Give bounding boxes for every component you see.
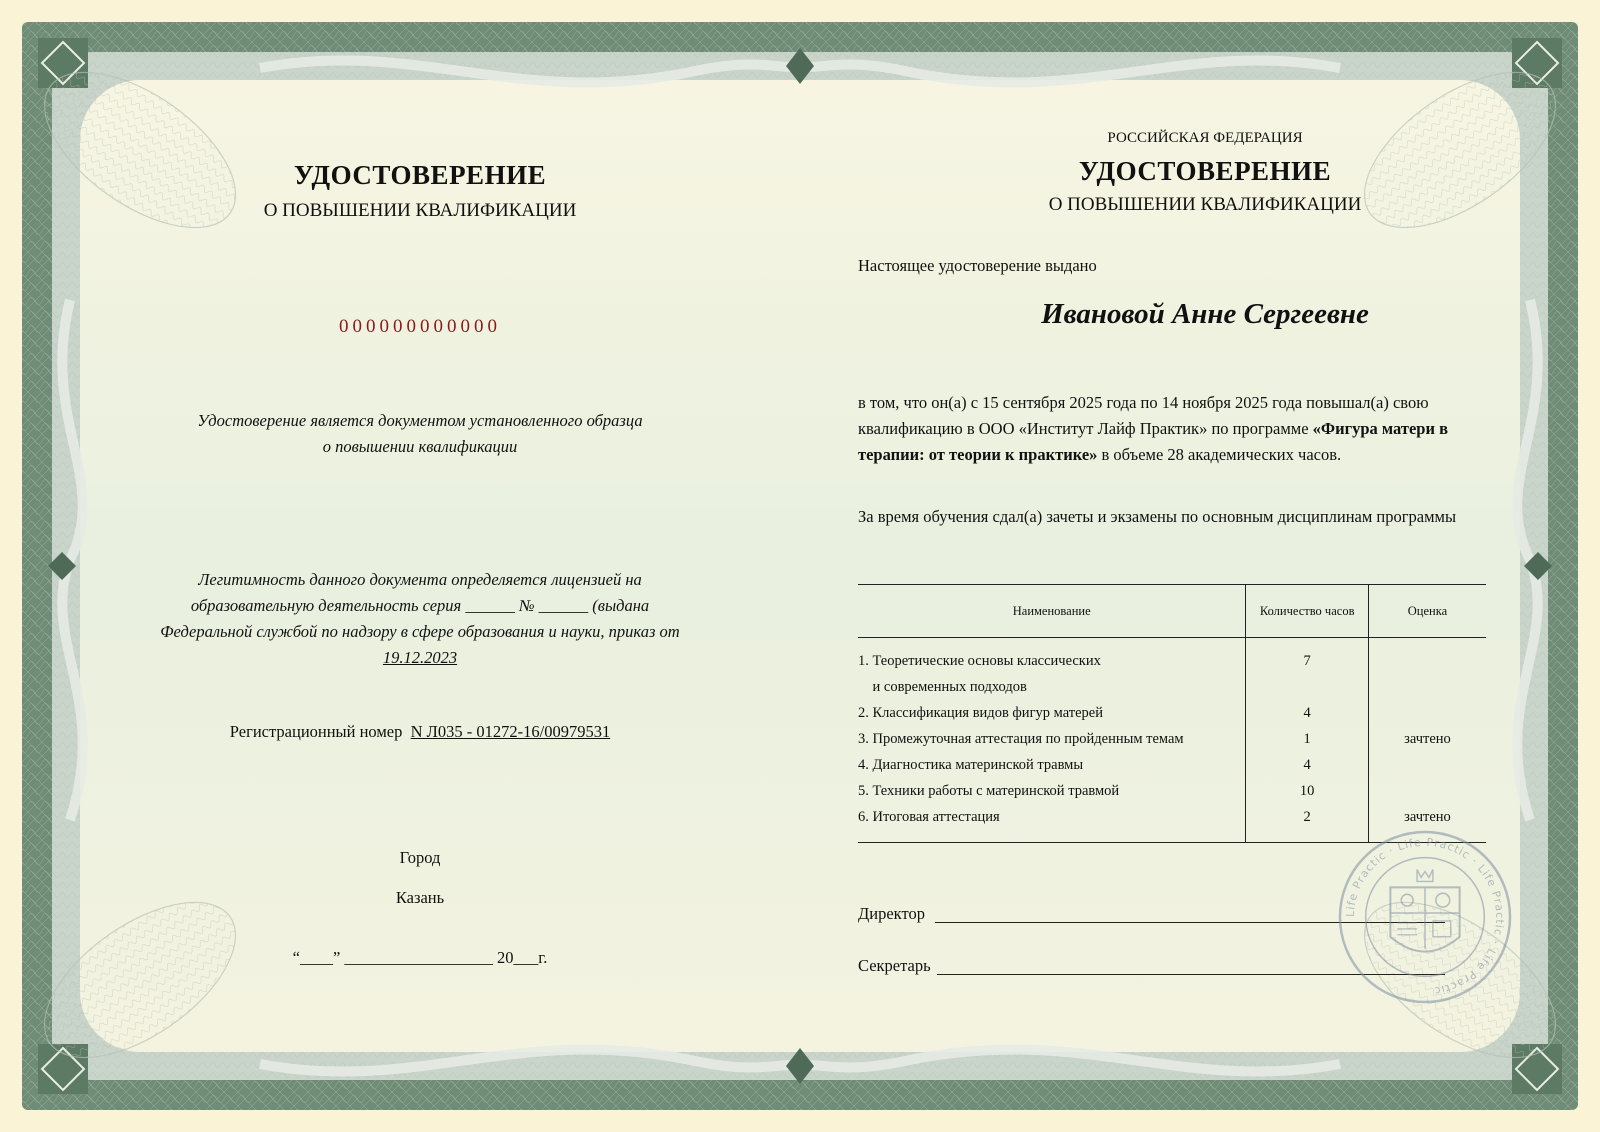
svg-text:Life Practic · Life Practic ·: Life Practic · Life Practic · Life Practic · Life Practic	[1343, 835, 1507, 998]
city-label: Город	[399, 848, 441, 867]
institute-seal	[1336, 828, 1514, 1006]
discipline-grade	[1368, 752, 1486, 778]
column-header-name: Наименование	[858, 585, 1246, 638]
discipline-name: 1. Теоретические основы классических	[858, 652, 1101, 669]
left-title: УДОСТОВЕРЕНИЕ	[293, 160, 547, 190]
disciplines-table	[858, 584, 1486, 843]
statement-part2: в объеме 28 академических часов.	[1097, 445, 1342, 464]
table-row	[858, 778, 1486, 804]
discipline-hours: 7	[1246, 638, 1369, 675]
discipline-grade: зачтено	[1368, 804, 1486, 843]
secretary-label: Секретарь	[858, 956, 931, 975]
legitimacy-body: Легитимность данного документа определяется лицензией на образовательную деятельность серия ______ № ______ (выдана Федеральной службой по надзору в сфере образования и науки, приказ от	[160, 570, 680, 641]
program-name: «Фигура матери в терапии: от теории к практике»	[858, 419, 1448, 464]
document-note-line2: о повышении квалификации	[322, 437, 518, 456]
discipline-hours	[1246, 674, 1369, 700]
discipline-hours: 10	[1246, 778, 1369, 804]
left-subtitle: О ПОВЫШЕНИИ КВАЛИФИКАЦИИ	[263, 200, 577, 221]
serial-number: 000000000000	[339, 316, 501, 337]
license-order-date: 19.12.2023	[382, 648, 458, 667]
document-note-line1: Удостоверение является документом установленного образца	[197, 411, 643, 430]
recipient-name: Ивановой Анне Сергеевне	[1041, 298, 1369, 330]
statement-part1: в том, что он(а) с 15 сентября 2025 года по 14 ноября 2025 года повышал(а) свою квалификацию в ООО «Институт Лайф Практик» по программе	[858, 393, 1429, 438]
legitimacy-text	[145, 567, 695, 671]
discipline-grade	[1368, 778, 1486, 804]
discipline-name: 6. Итоговая аттестация	[858, 808, 1000, 825]
registration-number-label: Регистрационный номер	[229, 722, 403, 741]
discipline-grade: зачтено	[1368, 726, 1486, 752]
table-row	[858, 700, 1486, 726]
right-subtitle: О ПОВЫШЕНИИ КВАЛИФИКАЦИИ	[1048, 194, 1362, 215]
table-header-row	[858, 585, 1486, 638]
table-row	[858, 674, 1486, 700]
registration-number-row	[150, 722, 690, 742]
discipline-name: 3. Промежуточная аттестация по пройденным темам	[858, 730, 1184, 747]
exams-statement: За время обучения сдал(а) зачеты и экзамены по основным дисциплинам программы	[858, 507, 1457, 526]
discipline-name: 4. Диагностика материнской травмы	[858, 756, 1084, 773]
issue-date-line: “____” __________________ 20___г.	[292, 948, 548, 967]
registration-number: N Л035 - 01272-16/00979531	[410, 722, 611, 741]
discipline-grade	[1368, 638, 1486, 675]
director-label: Директор	[858, 904, 925, 923]
table-row	[858, 752, 1486, 778]
discipline-hours: 4	[1246, 752, 1369, 778]
discipline-grade	[1368, 674, 1486, 700]
discipline-name: и современных подходов	[858, 678, 1027, 695]
discipline-hours: 4	[1246, 700, 1369, 726]
discipline-hours: 1	[1246, 726, 1369, 752]
discipline-name: 5. Техники работы с материнской травмой	[858, 782, 1120, 799]
discipline-grade	[1368, 700, 1486, 726]
discipline-hours: 2	[1246, 804, 1369, 843]
table-row	[858, 726, 1486, 752]
qualification-statement	[858, 390, 1498, 468]
city-name: Казань	[395, 888, 445, 907]
column-header-grade: Оценка	[1368, 585, 1486, 638]
table-row	[858, 638, 1486, 675]
issued-to-label: Настоящее удостоверение выдано	[858, 256, 1097, 275]
discipline-name: 2. Классификация видов фигур матерей	[858, 704, 1103, 721]
country-label: РОССИЙСКАЯ ФЕДЕРАЦИЯ	[1107, 130, 1303, 146]
document-note	[150, 408, 690, 460]
column-header-hours: Количество часов	[1246, 585, 1369, 638]
right-title: УДОСТОВЕРЕНИЕ	[1078, 156, 1332, 186]
